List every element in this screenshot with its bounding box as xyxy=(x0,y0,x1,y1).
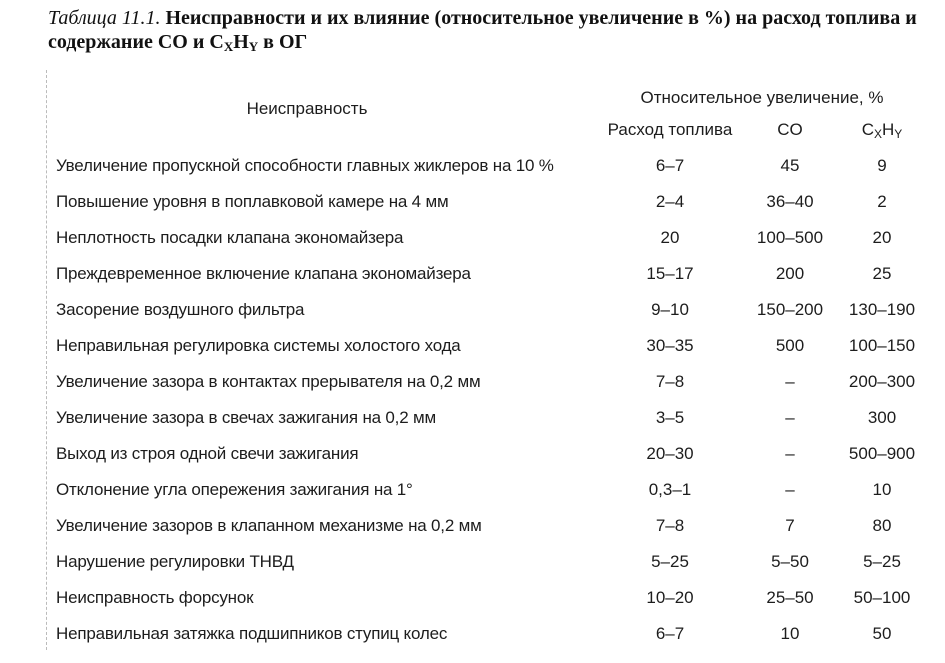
fault-cell: Преждевременное включение клапана экономайзера xyxy=(56,264,471,283)
co-cell: 36–40 xyxy=(766,192,814,211)
co-cell: 45 xyxy=(780,156,800,175)
caption-sub-y: Y xyxy=(248,39,259,54)
cxhy-cell: 9 xyxy=(877,156,887,175)
table-row xyxy=(48,472,928,508)
column-header-fault: Неисправность xyxy=(246,99,368,118)
co-cell: – xyxy=(785,372,795,391)
co-cell: 500 xyxy=(775,336,805,355)
fuel-cell: 7–8 xyxy=(655,516,685,535)
cxhy-cell: 100–150 xyxy=(848,336,916,355)
fault-cell: Отклонение угла опережения зажигания на 1° xyxy=(56,480,413,499)
fault-cell: Неисправность форсунок xyxy=(56,588,254,607)
faults-table xyxy=(48,70,928,652)
table-row xyxy=(48,508,928,544)
fuel-cell: 0,3–1 xyxy=(648,480,692,499)
caption-sub-x: X xyxy=(223,39,234,54)
cxhy-cell: 5–25 xyxy=(863,552,901,571)
co-cell: 7 xyxy=(785,516,795,535)
fault-cell: Выход из строя одной свечи зажигания xyxy=(56,444,359,463)
caption-label: Таблица 11.1. xyxy=(48,7,161,29)
fuel-cell: 5–25 xyxy=(651,552,689,571)
caption-title-end: в ОГ xyxy=(258,31,308,53)
cxhy-y: Y xyxy=(894,127,903,141)
column-group-relative-increase: Относительное увеличение, % xyxy=(640,88,884,107)
fuel-cell: 20–30 xyxy=(646,444,694,463)
cxhy-cell: 130–190 xyxy=(848,300,916,319)
co-cell: 200 xyxy=(775,264,805,283)
fault-cell: Повышение уровня в поплавковой камере на 4 мм xyxy=(56,192,449,211)
cxhy-cell: 50 xyxy=(872,624,892,643)
fault-cell: Увеличение пропускной способности главных жиклеров на 10 % xyxy=(56,156,554,175)
table-row xyxy=(48,436,928,472)
faults-table-container xyxy=(48,70,928,652)
cxhy-cell: 2 xyxy=(877,192,887,211)
fault-cell: Засорение воздушного фильтра xyxy=(56,300,305,319)
column-header-cxhy xyxy=(836,112,928,148)
table-row xyxy=(48,184,928,220)
table-body xyxy=(48,148,928,652)
fuel-cell: 30–35 xyxy=(646,336,694,355)
caption-title xyxy=(48,7,917,53)
table-row xyxy=(48,220,928,256)
cxhy-cell: 500–900 xyxy=(848,444,916,463)
table-row xyxy=(48,292,928,328)
co-cell: 150–200 xyxy=(756,300,824,319)
cxhy-cell: 200–300 xyxy=(848,372,916,391)
fault-cell: Нарушение регулировки ТНВД xyxy=(56,552,294,571)
table-row xyxy=(48,364,928,400)
column-header-co: CO xyxy=(777,120,803,139)
fuel-cell: 3–5 xyxy=(655,408,685,427)
cxhy-cell: 80 xyxy=(872,516,892,535)
cxhy-cell: 10 xyxy=(872,480,892,499)
cxhy-cell: 300 xyxy=(867,408,897,427)
fuel-cell: 15–17 xyxy=(646,264,694,283)
fault-cell: Увеличение зазора в контактах прерывателя на 0,2 мм xyxy=(56,372,481,391)
cxhy-x: X xyxy=(873,127,882,141)
table-caption xyxy=(48,6,928,54)
fault-cell: Неплотность посадки клапана экономайзера xyxy=(56,228,404,247)
table-header xyxy=(48,70,928,148)
cxhy-cell: 25 xyxy=(872,264,892,283)
co-cell: – xyxy=(785,408,795,427)
header-row-group xyxy=(48,70,928,112)
fuel-cell: 9–10 xyxy=(651,300,689,319)
fault-cell: Неправильная затяжка подшипников ступиц колес xyxy=(56,624,448,643)
table-row xyxy=(48,328,928,364)
co-cell: 100–500 xyxy=(756,228,824,247)
fuel-cell: 6–7 xyxy=(655,156,685,175)
cxhy-h: H xyxy=(882,120,895,139)
fuel-cell: 2–4 xyxy=(655,192,685,211)
column-header-fuel: Расход топлива xyxy=(607,120,733,139)
cxhy-c: C xyxy=(861,120,874,139)
table-row xyxy=(48,616,928,652)
table-row xyxy=(48,544,928,580)
fuel-cell: 6–7 xyxy=(655,624,685,643)
co-cell: – xyxy=(785,444,795,463)
fuel-cell: 10–20 xyxy=(646,588,694,607)
cxhy-cell: 50–100 xyxy=(853,588,911,607)
co-cell: 5–50 xyxy=(771,552,809,571)
table-row xyxy=(48,148,928,184)
fuel-cell: 7–8 xyxy=(655,372,685,391)
caption-h: H xyxy=(233,31,249,53)
co-cell: 25–50 xyxy=(766,588,814,607)
co-cell: – xyxy=(785,480,795,499)
fault-cell: Увеличение зазора в свечах зажигания на 0,2 мм xyxy=(56,408,436,427)
table-row xyxy=(48,400,928,436)
co-cell: 10 xyxy=(780,624,800,643)
table-row xyxy=(48,256,928,292)
fault-cell: Увеличение зазоров в клапанном механизме на 0,2 мм xyxy=(56,516,482,535)
fault-cell: Неправильная регулировка системы холостого хода xyxy=(56,336,461,355)
fuel-cell: 20 xyxy=(660,228,680,247)
caption-title-text: Неисправности и их влияние (относительное увеличение в %) на расход топлива и содержание CO и C xyxy=(48,7,917,53)
table-row xyxy=(48,580,928,616)
cxhy-cell: 20 xyxy=(872,228,892,247)
